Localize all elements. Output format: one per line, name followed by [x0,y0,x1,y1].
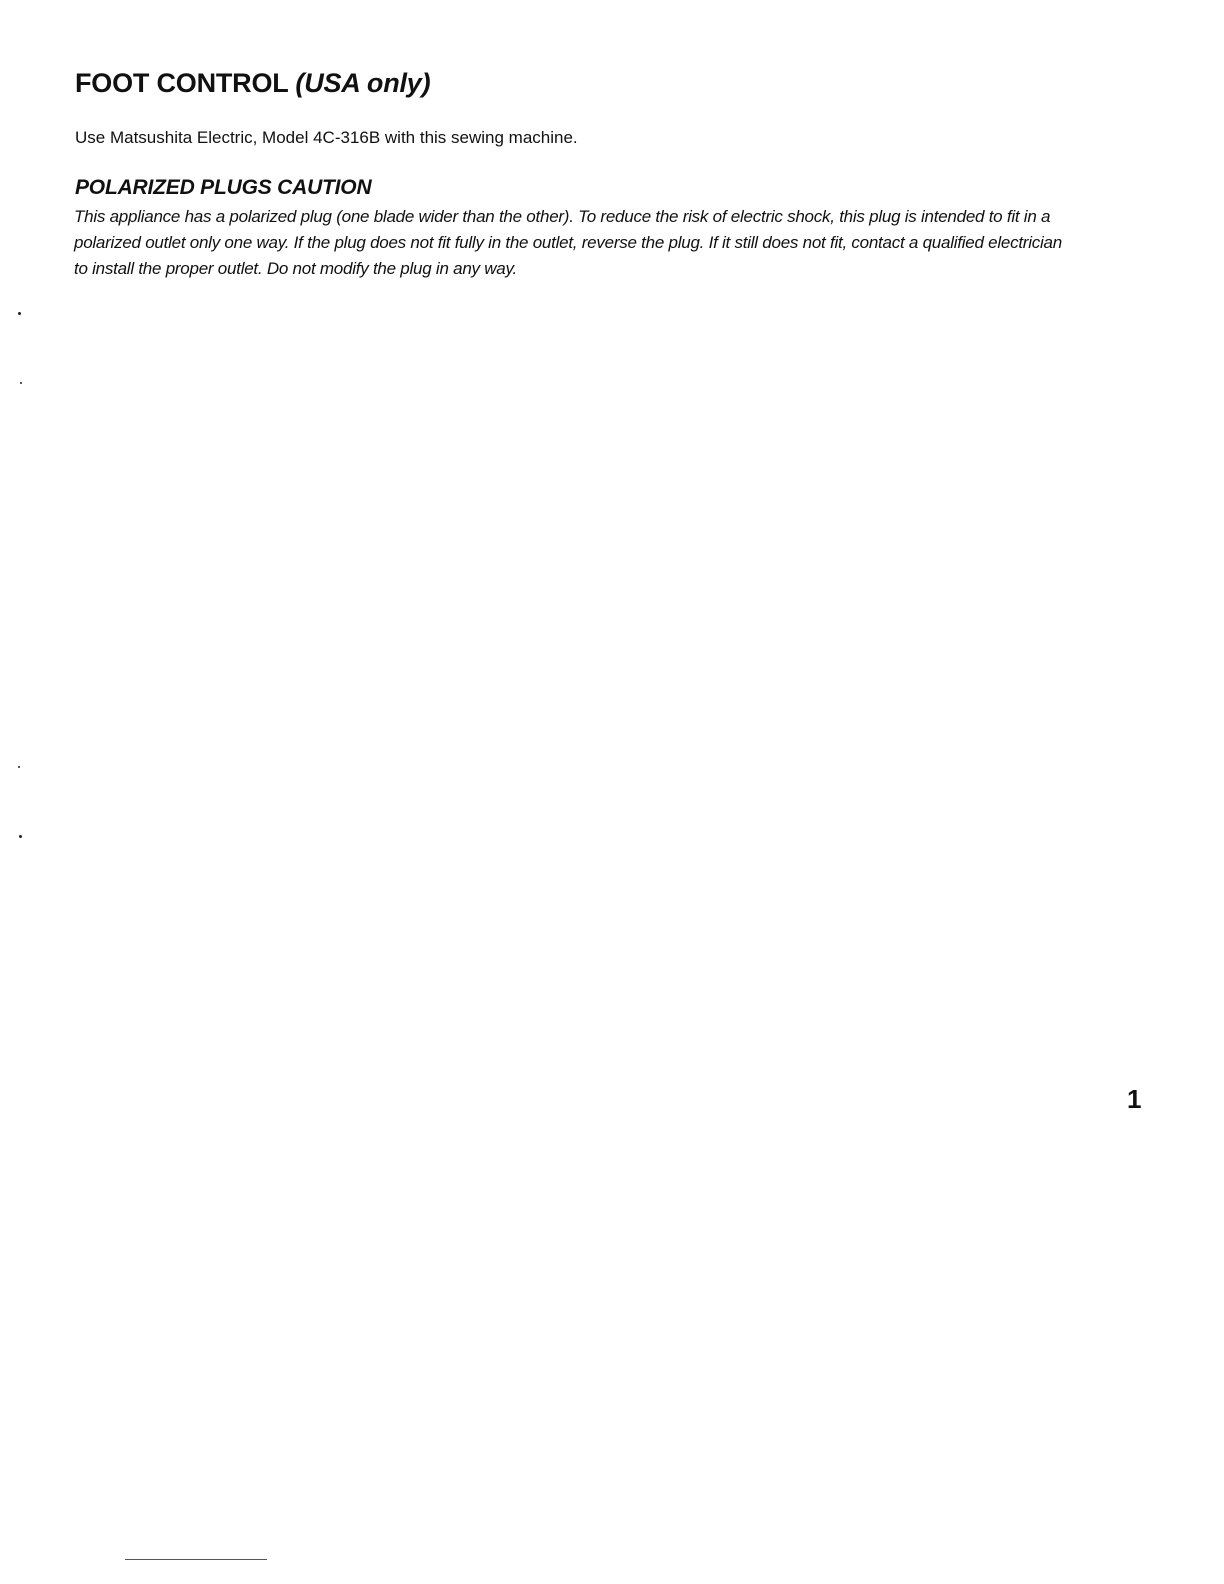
page-title-main: FOOT CONTROL [75,68,289,98]
caution-line: polarized outlet only one way. If the plug does not fit fully in the outlet, reverse the plug. If it still does not fit, contact a qualified electrician [74,233,1062,252]
footer-rule [125,1559,267,1560]
caution-line: This appliance has a polarized plug (one blade wider than the other). To reduce the risk of electric shock, this plug is intended to fit in a [74,207,1051,226]
caution-line: to install the proper outlet. Do not modify the plug in any way. [74,259,517,278]
caution-paragraph [74,204,1062,282]
page-title [75,64,430,102]
scan-speck [19,835,22,838]
scan-speck [18,312,21,315]
page-title-qualifier: (USA only) [295,68,431,98]
caution-heading: POLARIZED PLUGS CAUTION [75,176,372,199]
intro-paragraph: Use Matsushita Electric, Model 4C-316B with this sewing machine. [75,128,578,147]
scan-speck [18,766,20,768]
scan-speck [20,382,22,384]
page-number: 1 [1127,1084,1142,1114]
